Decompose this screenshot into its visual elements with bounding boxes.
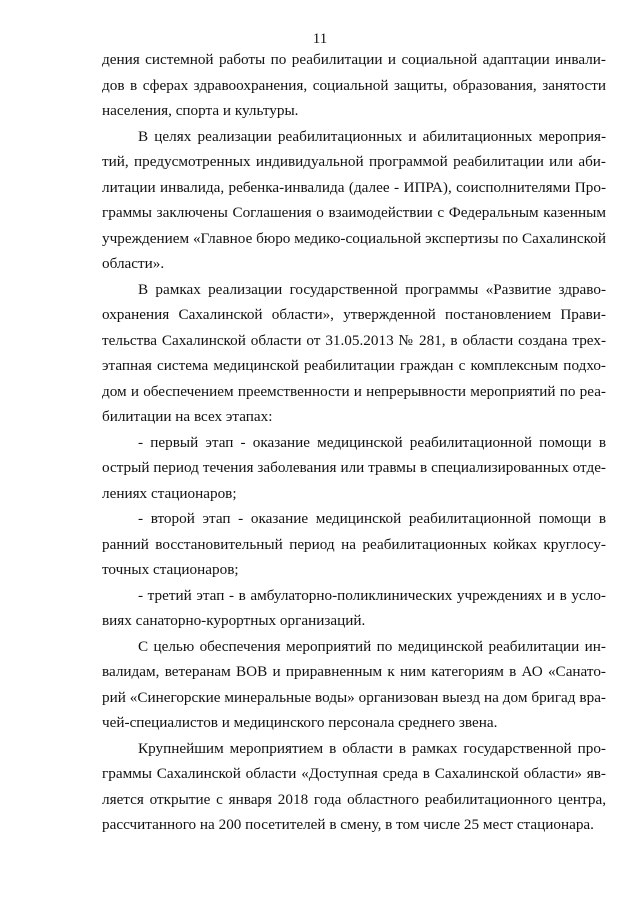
text-line: - первый этап - оказание медицинской реабилитационной помощи в [138,433,606,451]
text-line: - второй этап - оказание медицинской реабилитационной помощи в [138,510,606,527]
page-number: 11 [312,31,328,47]
text-line: охранения Сахалинской области», утвержденной постановлением Прави- [102,306,606,323]
text-line: ранний восстановительный период на реабилитационных койках круглосу- [102,535,606,553]
text-line: граммы заключены Соглашения о взаимодействии с Федеральным казенным [102,204,606,221]
text-line: чей-специалистов и медицинского персонала среднего звена. [102,714,498,731]
text-line: учреждением «Главное бюро медико-социальной экспертизы по Сахалинской [102,229,606,247]
text-line: валидам, ветеранам ВОВ и приравненным к ним категориям в АО «Санато- [102,663,606,680]
document-body [102,47,606,838]
text-line: - третий этап - в амбулаторно-поликлинических учреждениях и в усло- [138,586,606,604]
text-line: В целях реализации реабилитационных и абилитационных мероприя- [138,127,606,145]
text-line: Крупнейшим мероприятием в области в рамках государственной про- [138,739,606,757]
paragraph [102,736,606,838]
text-line: дом и обеспечением преемственности и непрерывности мероприятий по реа- [102,382,606,400]
paragraph [102,277,606,430]
text-line: населения, спорта и культуры. [102,102,299,119]
list-item [102,583,606,634]
text-line: точных стационаров; [102,561,239,578]
text-line: рий «Синегорские минеральные воды» организован выезд на дом бригад вра- [102,688,606,706]
text-line: острый период течения заболевания или травмы в специализированных отде- [102,459,606,476]
text-line: В рамках реализации государственной программы «Развитие здраво- [138,280,606,298]
list-item [102,506,606,583]
text-line: этапная система медицинской реабилитации граждан с комплексным подхо- [102,357,606,374]
text-line: литации инвалида, ребенка-инвалида (далее - ИПРА), соисполнителями Про- [102,178,606,196]
text-line: граммы Сахалинской области «Доступная среда в Сахалинской области» яв- [102,765,606,782]
text-line: рассчитанного на 200 посетителей в смену, в том числе 25 мест стационара. [102,816,594,833]
text-line: тельства Сахалинской области от 31.05.2013 № 281, в области создана трех- [102,331,606,349]
paragraph [102,47,606,124]
text-line: ляется открытие с января 2018 года областного реабилитационного центра, [102,790,606,808]
text-line: дения системной работы по реабилитации и социальной адаптации инвали- [102,51,606,68]
text-line: виях санаторно-курортных организаций. [102,612,366,629]
text-line: С целью обеспечения мероприятий по медицинской реабилитации ин- [138,637,606,655]
text-line: тий, предусмотренных индивидуальной программой реабилитации или аби- [102,153,606,170]
list-item [102,430,606,507]
paragraph [102,634,606,736]
paragraph [102,124,606,277]
text-line: дов в сферах здравоохранения, социальной защиты, образования, занятости [102,76,606,94]
text-line: области». [102,255,165,272]
text-line: билитации на всех этапах: [102,408,273,425]
text-line: лениях стационаров; [102,484,237,502]
